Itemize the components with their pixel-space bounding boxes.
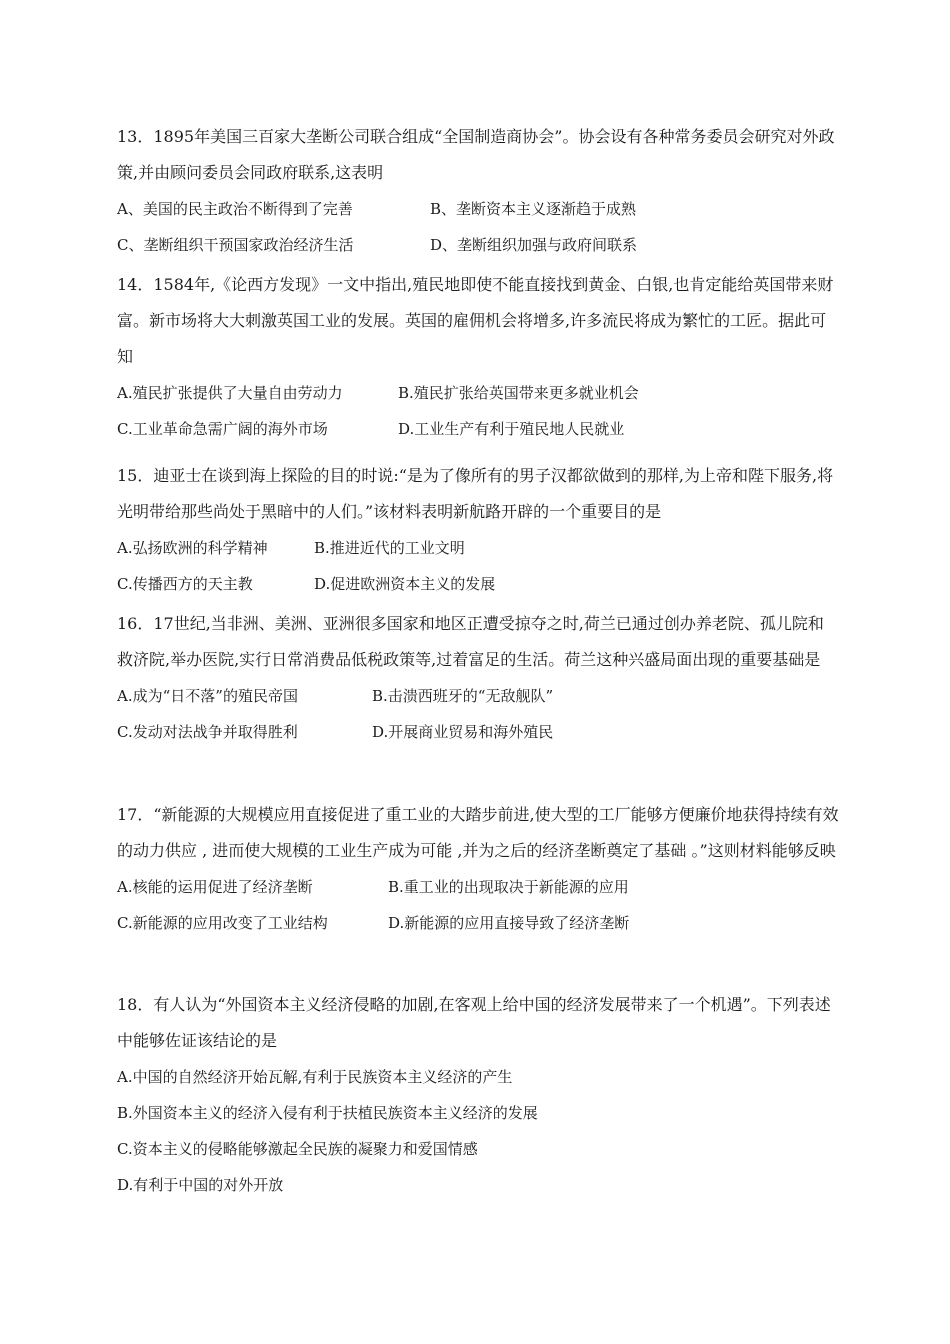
option-row <box>117 869 839 905</box>
option-d: D.有利于中国的对外开放 <box>117 1176 284 1194</box>
question-14 <box>117 267 839 447</box>
question-stem: 18．有人认为“外国资本主义经济侵略的加剧,在客观上给中国的经济发展带来了一个机遇”。下列表述中能够佐证该结论的是 <box>117 995 831 1050</box>
option-row <box>117 905 839 941</box>
option-b: B.推进近代的工业文明 <box>314 539 465 557</box>
option-d: D.新能源的应用直接导致了经济垄断 <box>388 914 630 932</box>
option-d: D.工业生产有利于殖民地人民就业 <box>398 420 625 438</box>
option-b: B、垄断资本主义逐渐趋于成熟 <box>430 200 637 218</box>
option-row <box>117 566 839 602</box>
option-a: A.殖民扩张提供了大量自由劳动力 <box>117 384 343 402</box>
option-c: C.工业革命急需广阔的海外市场 <box>117 420 328 438</box>
question-stem: 16．17世纪,当非洲、美洲、亚洲很多国家和地区正遭受掠夺之时,荷兰已通过创办养老院、孤儿院和救济院,举办医院,实行日常消费品低税政策等,过着富足的生活。荷兰这种兴盛局面出现的重要基础是 <box>117 614 824 669</box>
option-c: C.新能源的应用改变了工业结构 <box>117 914 328 932</box>
option-d: D.开展商业贸易和海外殖民 <box>372 723 554 741</box>
question-stem: 13．1895年美国三百家大垄断公司联合组成“全国制造商协会”。协会设有各种常务委员会研究对外政策,并由顾问委员会同政府联系,这表明 <box>117 127 835 182</box>
question-stem: 15．迪亚士在谈到海上探险的目的时说:“是为了像所有的男子汉都欲做到的那样,为上帝和陛下服务,将光明带给那些尚处于黑暗中的人们。”该材料表明新航路开辟的一个重要目的是 <box>117 466 834 521</box>
option-a: A.弘扬欧洲的科学精神 <box>117 539 268 557</box>
option-a: A.成为“日不落”的殖民帝国 <box>117 687 298 705</box>
option-b: B.外国资本主义的经济入侵有利于扶植民族资本主义经济的发展 <box>117 1104 538 1122</box>
option-row <box>117 714 839 750</box>
question-stem: 17．“新能源的大规模应用直接促进了重工业的大踏步前进,使大型的工厂能够方便廉价地获得持续有效的动力供应 , 进而使大规模的工业生产成为可能 ,并为之后的经济垄断奠定了基础 。”这则材料能够反映 <box>117 805 839 860</box>
option-c: C、垄断组织干预国家政治经济生活 <box>117 236 354 254</box>
option-row <box>117 411 839 447</box>
option-d: D.促进欧洲资本主义的发展 <box>314 575 496 593</box>
option-row <box>117 678 839 714</box>
option-a: A、美国的民主政治不断得到了完善 <box>117 200 353 218</box>
option-b: B.重工业的出现取决于新能源的应用 <box>388 878 629 896</box>
option-row <box>117 375 839 411</box>
question-16 <box>117 606 839 750</box>
option-row <box>117 530 839 566</box>
option-d: D、垄断组织加强与政府间联系 <box>430 236 638 254</box>
option-row <box>117 191 839 227</box>
option-c: C.发动对法战争并取得胜利 <box>117 723 298 741</box>
option-a: A.中国的自然经济开始瓦解,有利于民族资本主义经济的产生 <box>117 1068 513 1086</box>
question-stem: 14．1584年,《论西方发现》一文中指出,殖民地即使不能直接找到黄金、白银,也肯定能给英国带来财富。新市场将大大刺激英国工业的发展。英国的雇佣机会将增多,许多流民将成为繁忙的工匠。据此可知 <box>117 275 834 366</box>
option-a: A.核能的运用促进了经济垄断 <box>117 878 313 896</box>
option-b: B.殖民扩张给英国带来更多就业机会 <box>398 384 639 402</box>
option-b: B.击溃西班牙的“无敌舰队” <box>372 687 554 705</box>
question-13 <box>117 119 839 263</box>
option-c: C.传播西方的天主教 <box>117 575 253 593</box>
option-row <box>117 227 839 263</box>
question-18 <box>117 987 839 1203</box>
question-17 <box>117 797 839 941</box>
option-c: C.资本主义的侵略能够激起全民族的凝聚力和爱国情感 <box>117 1140 478 1158</box>
question-15 <box>117 458 839 602</box>
